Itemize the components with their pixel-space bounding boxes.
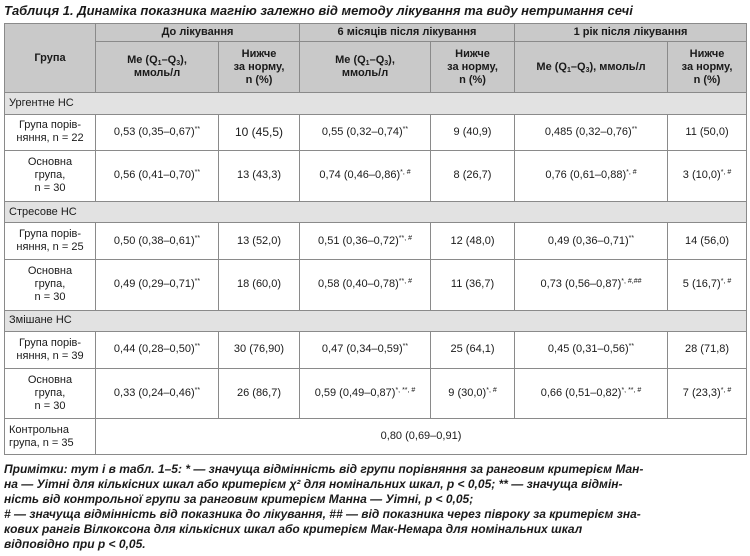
- section-title: Ургентне НС: [5, 93, 747, 115]
- cell-below-norm-6-months: 11 (36,7): [431, 259, 515, 310]
- cell-me-1-year: 0,76 (0,61–0,88)*, #: [515, 151, 668, 202]
- cell-me-before: 0,50 (0,38–0,61)**: [96, 223, 219, 260]
- row-group-name: Контрольна група, n = 35: [5, 419, 96, 455]
- header-period-6-months: 6 місяців після лікування: [300, 24, 515, 42]
- cell-me-1-year: 0,485 (0,32–0,76)**: [515, 114, 668, 151]
- cell-me-6-months: 0,55 (0,32–0,74)**: [300, 114, 431, 151]
- table-notes: [4, 462, 746, 552]
- row-group-name: Група порів- няння, n = 25: [5, 223, 96, 260]
- cell-me-1-year: 0,73 (0,56–0,87)*, #,##: [515, 259, 668, 310]
- cell-me-before: 0,44 (0,28–0,50)**: [96, 332, 219, 369]
- cell-me-before: 0,49 (0,29–0,71)**: [96, 259, 219, 310]
- cell-below-norm-6-months: 9 (40,9): [431, 114, 515, 151]
- section-title: Стресове НС: [5, 201, 747, 223]
- cell-below-norm-before: 10 (45,5): [219, 114, 300, 151]
- cell-below-norm-before: 13 (52,0): [219, 223, 300, 260]
- section-title: Змішане НС: [5, 310, 747, 332]
- cell-below-norm-1-year: 5 (16,7)*, #: [668, 259, 747, 310]
- header-group: Група: [5, 24, 96, 93]
- row-group-name: Група порів- няння, n = 22: [5, 114, 96, 151]
- cell-below-norm-6-months: 8 (26,7): [431, 151, 515, 202]
- section-header-mixed: [5, 310, 747, 332]
- cell-me-1-year: 0,49 (0,36–0,71)**: [515, 223, 668, 260]
- table-row: [5, 332, 747, 369]
- control-value: 0,80 (0,69–0,91): [96, 419, 747, 455]
- header-row-periods: [5, 24, 747, 42]
- cell-me-1-year: 0,66 (0,51–0,82)*, **, #: [515, 368, 668, 419]
- cell-below-norm-6-months: 9 (30,0)*, #: [431, 368, 515, 419]
- cell-below-norm-before: 13 (43,3): [219, 151, 300, 202]
- cell-me-before: 0,53 (0,35–0,67)**: [96, 114, 219, 151]
- table-row: [5, 368, 747, 419]
- cell-me-before: 0,33 (0,24–0,46)**: [96, 368, 219, 419]
- header-me-1-year: Me $(Q_1-Q_3)$, ммоль/л: [515, 42, 668, 93]
- cell-below-norm-1-year: 28 (71,8): [668, 332, 747, 369]
- row-group-name: Основна група, n = 30: [5, 259, 96, 310]
- cell-below-norm-1-year: 11 (50,0): [668, 114, 747, 151]
- cell-me-1-year: 0,45 (0,31–0,56)**: [515, 332, 668, 369]
- cell-me-6-months: 0,47 (0,34–0,59)**: [300, 332, 431, 369]
- cell-below-norm-1-year: 7 (23,3)*, #: [668, 368, 747, 419]
- table-caption: Таблиця 1. Динаміка показника магнію залежно від методу лікування та виду нетримання сечі: [4, 3, 633, 18]
- cell-me-6-months: 0,59 (0,49–0,87)*, **, #: [300, 368, 431, 419]
- header-below-norm-6-months: Нижче за норму, n (%): [431, 42, 515, 93]
- table-row: [5, 114, 747, 151]
- note-line: відповідно при p < 0,05.: [4, 537, 146, 551]
- cell-below-norm-before: 30 (76,90): [219, 332, 300, 369]
- table-row: [5, 151, 747, 202]
- header-me-6-months: Me $(Q_1-Q_3)$, ммоль/л: [300, 42, 431, 93]
- note-line: на — Уітні для кількісних шкал або критерієм χ² для номінальних шкал, p < 0,05; ** — значуща відмін-: [4, 477, 623, 491]
- section-header-stress: [5, 201, 747, 223]
- row-group-name: Група порів- няння, n = 39: [5, 332, 96, 369]
- table-row: [5, 223, 747, 260]
- header-period-before: До лікування: [96, 24, 300, 42]
- header-below-norm-before: Нижче за норму, n (%): [219, 42, 300, 93]
- table-row: [5, 259, 747, 310]
- cell-me-before: 0,56 (0,41–0,70)**: [96, 151, 219, 202]
- header-below-norm-1-year: Нижче за норму, n (%): [668, 42, 747, 93]
- cell-below-norm-1-year: 3 (10,0)*, #: [668, 151, 747, 202]
- cell-me-6-months: 0,58 (0,40–0,78)**, #: [300, 259, 431, 310]
- magnesium-table: [4, 23, 747, 455]
- note-line: # — значуща відмінність від показника до лікування, ## — від показника через півроку за критерієм зна-: [4, 507, 641, 521]
- cell-me-6-months: 0,74 (0,46–0,86)*, #: [300, 151, 431, 202]
- row-group-name: Основна група, n = 30: [5, 368, 96, 419]
- control-row: [5, 419, 747, 455]
- cell-below-norm-6-months: 12 (48,0): [431, 223, 515, 260]
- header-row-measures: [5, 42, 747, 93]
- cell-me-6-months: 0,51 (0,36–0,72)**, #: [300, 223, 431, 260]
- row-group-name: Основна група, n = 30: [5, 151, 96, 202]
- note-line: Примітки: тут і в табл. 1–5: * — значуща відмінність від групи порівняння за ранговим критерієм Ман-: [4, 462, 644, 476]
- cell-below-norm-6-months: 25 (64,1): [431, 332, 515, 369]
- cell-below-norm-before: 26 (86,7): [219, 368, 300, 419]
- header-me-before: Me $(Q_1-Q_3)$, ммоль/л: [96, 42, 219, 93]
- section-header-urgent: [5, 93, 747, 115]
- header-period-1-year: 1 рік після лікування: [515, 24, 747, 42]
- note-line: кових рангів Вілкоксона для кількісних шкал або критерієм Мак-Немара для номінальних шкал: [4, 522, 583, 536]
- note-line: ність від контрольної групи за ранговим критерієм Манна — Уітні, p < 0,05;: [4, 492, 474, 506]
- cell-below-norm-1-year: 14 (56,0): [668, 223, 747, 260]
- cell-below-norm-before: 18 (60,0): [219, 259, 300, 310]
